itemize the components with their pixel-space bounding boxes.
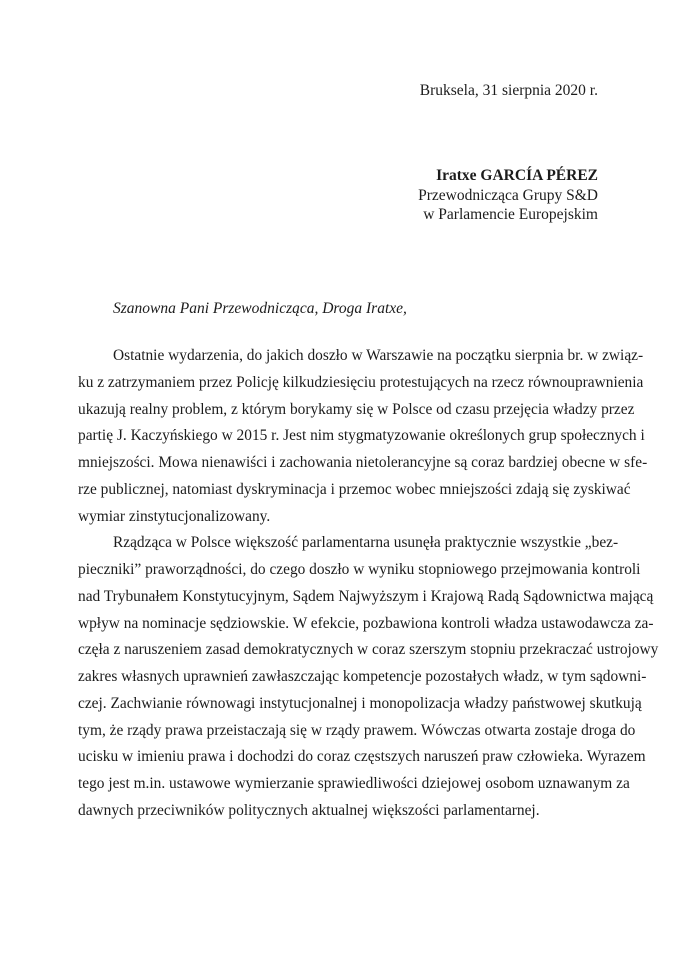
- body-line: ku z zatrzymaniem przez Policję kilkudziesięciu protestujących na rzecz równouprawnienia: [78, 373, 644, 391]
- recipient-title: Przewodnicząca Grupy S&D: [418, 186, 598, 204]
- body-line: tego jest m.in. ustawowe wymierzanie sprawiedliwości dziejowej osobom uznawanym za: [78, 775, 630, 792]
- body-line: dawnych przeciwników politycznych aktualnej większości parlamentarnej.: [78, 801, 540, 819]
- body-line: częła z naruszeniem zasad demokratycznych w coraz szerszym stopniu przekraczać ustrojowy: [78, 641, 659, 659]
- salutation: Szanowna Pani Przewodnicząca, Droga Iratxe,: [113, 300, 407, 317]
- body-line: pieczniki” praworządności, do czego doszło w wyniku stopniowego przejmowania kontroli: [78, 561, 641, 578]
- body-line: czej. Zachwianie równowagi instytucjonalnej i monopolizacja władzy państwowej skutkują: [78, 694, 642, 712]
- body-line: zakres własnych uprawnień zawłaszczając kompetencje pozostałych władz, w tym sądowni-: [78, 668, 647, 685]
- body-line: ucisku w imieniu prawa i dochodzi do coraz częstszych naruszeń praw człowieka. Wyrazem: [78, 748, 646, 766]
- body-line: Ostatnie wydarzenia, do jakich doszło w Warszawie na początku sierpnia br. w związ-: [113, 347, 644, 364]
- date-line: Bruksela, 31 sierpnia 2020 r.: [419, 82, 598, 99]
- body-line: nad Trybunałem Konstytucyjnym, Sądem Najwyższym i Krajową Radą Sądownictwa mającą: [78, 587, 654, 605]
- body-line: ukazują realny problem, z którym borykamy się w Polsce od czasu przejęcia władzy przez: [78, 400, 635, 418]
- body-line: mniejszości. Mowa nienawiści i zachowania nietolerancyjne są coraz bardziej obecne w sfe-: [78, 454, 648, 471]
- recipient-organization: w Parlamencie Europejskim: [423, 206, 598, 224]
- body-line: tym, że rządy prawa przeistaczają się w rządy prawem. Wówczas otwarta zostaje droga do: [78, 721, 636, 739]
- body-line: wpływ na nominacje sędziowskie. W efekcie, pozbawiona kontroli władza ustawodawcza za-: [78, 614, 654, 632]
- recipient-block: [418, 166, 598, 225]
- body-line: wymiar zinstytucjonalizowany.: [78, 507, 271, 525]
- body-line: partię J. Kaczyńskiego w 2015 r. Jest nim stygmatyzowanie określonych grup społecznych i: [78, 427, 645, 445]
- letter-body: [78, 343, 659, 825]
- body-line: Rządząca w Polsce większość parlamentarna usunęła praktycznie wszystkie „bez-: [113, 534, 619, 552]
- recipient-name: Iratxe GARCÍA PÉREZ: [436, 167, 598, 184]
- body-line: rze publicznej, natomiast dyskryminacja i przemoc wobec mniejszości zdają się zyskiwać: [78, 480, 631, 498]
